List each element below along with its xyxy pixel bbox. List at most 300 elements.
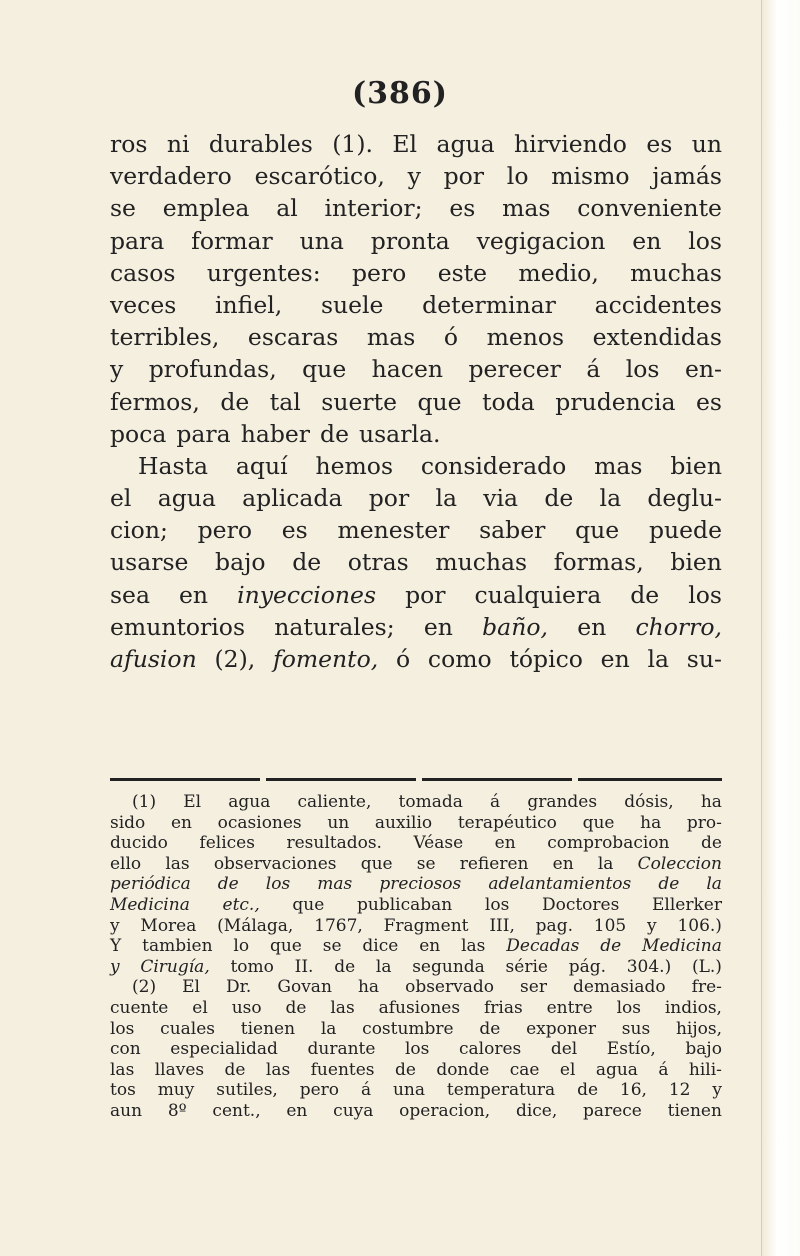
- word: ó: [443, 323, 458, 352]
- word: usarla.: [358, 419, 441, 448]
- word: haber: [240, 419, 311, 448]
- word: y: [647, 915, 657, 936]
- word: de: [577, 1080, 599, 1101]
- word: felices: [199, 833, 255, 854]
- word: escarótico,: [254, 162, 385, 191]
- word: mas: [317, 874, 353, 895]
- word: mas: [594, 451, 643, 480]
- word: 16,: [619, 1080, 647, 1101]
- word: aquí: [235, 451, 288, 480]
- word: determinar: [422, 290, 556, 319]
- word: veces: [110, 290, 177, 319]
- word: que: [302, 355, 347, 384]
- word: bajo: [215, 548, 266, 577]
- word: al: [276, 194, 298, 223]
- word: mas: [502, 194, 551, 223]
- word: tos: [110, 1080, 136, 1101]
- word: lo: [233, 936, 250, 957]
- word: y: [407, 162, 421, 191]
- word: la: [375, 956, 392, 977]
- word: sea: [110, 580, 150, 609]
- word: cent.,: [212, 1100, 261, 1121]
- word: una: [392, 1080, 426, 1101]
- word: Hasta: [138, 451, 209, 480]
- text-line: [110, 418, 722, 450]
- word: agua: [436, 130, 495, 158]
- word: en: [600, 645, 630, 673]
- word: se: [322, 936, 342, 957]
- word: El: [183, 792, 202, 812]
- word: baño,: [482, 612, 548, 641]
- text-line: [110, 514, 722, 546]
- text-line: [110, 482, 722, 514]
- word: sus: [621, 1018, 651, 1039]
- text-line: [110, 225, 722, 257]
- word: de: [224, 1059, 246, 1080]
- word: pronta: [370, 226, 450, 255]
- footnote-line: [110, 813, 722, 834]
- word: considerado: [420, 451, 567, 480]
- word: Doctores: [541, 894, 620, 915]
- word: en: [423, 612, 453, 641]
- word: accidentes: [594, 290, 722, 319]
- word: bien: [670, 451, 722, 480]
- word: y: [110, 355, 124, 384]
- word: publicaban: [357, 894, 453, 915]
- word: II.: [294, 956, 314, 977]
- word: cualquiera: [474, 580, 602, 609]
- word: los: [405, 1039, 430, 1060]
- text-line: [110, 386, 722, 418]
- word: (1).: [332, 130, 373, 158]
- word: en: [286, 1100, 308, 1121]
- word: tienen: [667, 1100, 722, 1121]
- word: es: [646, 130, 673, 158]
- footnote-line: [110, 833, 722, 854]
- word: caliente,: [297, 792, 372, 812]
- word: durante: [307, 1039, 376, 1060]
- footnote-rule: [110, 778, 722, 781]
- text-line: [110, 321, 722, 353]
- word: formar: [191, 226, 273, 255]
- word: su-: [686, 645, 722, 673]
- word: formas,: [553, 548, 644, 577]
- word: agua: [595, 1059, 638, 1080]
- footnotes: [110, 792, 722, 1122]
- word: lo: [506, 162, 529, 191]
- word: de: [292, 548, 322, 577]
- text-line: [110, 257, 722, 289]
- word: donde: [436, 1059, 490, 1080]
- word: ocasiones: [217, 812, 302, 833]
- word: menester: [337, 516, 450, 545]
- word: Cirugía,: [140, 956, 210, 977]
- word: aun: [110, 1100, 143, 1121]
- text-line: [110, 353, 722, 385]
- word: pro-: [686, 812, 722, 833]
- word: Medicina: [642, 936, 722, 957]
- word: las: [461, 936, 486, 957]
- text-line: [110, 546, 722, 578]
- word: urgentes:: [206, 258, 321, 287]
- word: interior;: [324, 194, 423, 223]
- word: suele: [320, 290, 384, 319]
- word: de: [394, 1059, 416, 1080]
- word: pero: [197, 516, 252, 545]
- word: con: [110, 1039, 141, 1060]
- word: Véase: [413, 833, 464, 854]
- word: pero: [352, 258, 407, 287]
- word: etc.,: [222, 894, 260, 915]
- word: cion;: [110, 516, 168, 545]
- word: Govan: [277, 977, 332, 998]
- word: operacion,: [399, 1100, 491, 1121]
- word: que: [575, 516, 620, 545]
- text-line: [110, 192, 722, 224]
- word: en-: [684, 355, 722, 384]
- word: por: [443, 162, 485, 191]
- word: comprobacion: [547, 833, 670, 854]
- word: inyecciones: [237, 580, 377, 609]
- word: emplea: [162, 194, 250, 223]
- word: medio,: [518, 258, 599, 287]
- word: hemos: [315, 451, 394, 480]
- footnote-line: [110, 874, 722, 895]
- word: en: [552, 853, 574, 874]
- word: por: [368, 484, 410, 513]
- word: afusion: [110, 645, 197, 673]
- word: 1767,: [314, 915, 363, 936]
- word: fermos,: [110, 387, 200, 416]
- word: y: [110, 956, 120, 977]
- word: verdadero: [110, 162, 232, 191]
- footnote-line: [110, 854, 722, 875]
- word: el: [110, 484, 132, 513]
- word: Ellerker: [652, 894, 722, 915]
- word: de: [220, 387, 250, 416]
- word: una: [299, 226, 344, 255]
- text-line: [110, 611, 722, 643]
- word: muchas: [435, 548, 528, 577]
- word: temperatura: [446, 1080, 556, 1101]
- word: conveniente: [577, 194, 722, 223]
- word: (1): [132, 792, 157, 812]
- word: el: [559, 1059, 576, 1080]
- word: que: [292, 894, 325, 915]
- word: de: [320, 419, 349, 448]
- word: ó: [396, 645, 411, 673]
- word: mas: [366, 323, 416, 352]
- word: preciosos: [379, 874, 462, 895]
- word: jamás: [652, 162, 722, 191]
- word: naturales;: [274, 612, 395, 641]
- word: muy: [157, 1080, 195, 1101]
- word: los: [616, 997, 641, 1018]
- word: bajo: [685, 1039, 722, 1060]
- word: del: [550, 1039, 578, 1060]
- word: es: [695, 387, 722, 416]
- word: aplicada: [242, 484, 343, 513]
- word: que: [269, 936, 302, 957]
- word: tomada: [398, 792, 463, 812]
- word: ducido: [110, 833, 168, 854]
- word: la: [599, 484, 622, 513]
- word: Decadas: [506, 936, 580, 957]
- word: hili-: [688, 1059, 722, 1080]
- text-line: [110, 128, 722, 160]
- word: ha: [700, 792, 722, 812]
- text-line: [110, 450, 722, 482]
- word: infiel,: [215, 290, 283, 319]
- word: Coleccion: [637, 853, 722, 874]
- word: deglu-: [647, 484, 722, 513]
- word: costumbre: [362, 1018, 454, 1039]
- word: cuales: [160, 1018, 215, 1039]
- word: dice,: [515, 1100, 558, 1121]
- word: en: [419, 936, 441, 957]
- word: se: [416, 853, 436, 874]
- page-edge: [761, 0, 800, 1256]
- word: que: [582, 812, 615, 833]
- word: ha: [357, 977, 380, 998]
- word: la: [647, 645, 670, 673]
- word: ello: [110, 853, 142, 874]
- word: fomento,: [273, 645, 379, 673]
- word: escaras: [247, 323, 339, 352]
- footnote-line: [110, 1080, 722, 1101]
- page-number: (386): [351, 76, 448, 111]
- word: cuya: [333, 1100, 374, 1121]
- footnote-line: [110, 977, 722, 998]
- word: de: [544, 484, 574, 513]
- word: ni: [166, 130, 190, 158]
- word: exponer: [526, 1018, 597, 1039]
- text-line: [110, 289, 722, 321]
- word: en: [577, 612, 607, 641]
- word: perecer: [468, 355, 561, 384]
- word: hacen: [371, 355, 444, 384]
- word: la: [597, 853, 614, 874]
- word: adelantamientos: [488, 874, 632, 895]
- word: de: [334, 956, 356, 977]
- word: los: [484, 894, 510, 915]
- word: hirviendo: [514, 130, 627, 158]
- word: de: [600, 936, 622, 957]
- word: los: [688, 580, 722, 609]
- word: terribles,: [110, 323, 220, 352]
- word: mismo: [551, 162, 630, 191]
- word: las: [265, 1059, 291, 1080]
- word: resultados.: [286, 833, 382, 854]
- word: saber: [479, 516, 546, 545]
- word: poca: [110, 419, 167, 448]
- word: llaves: [154, 1059, 205, 1080]
- word: en: [494, 833, 516, 854]
- word: (Málaga,: [217, 915, 294, 936]
- word: puede: [648, 516, 722, 545]
- word: Dr.: [226, 977, 252, 998]
- word: á: [490, 792, 501, 812]
- word: un: [327, 812, 350, 833]
- word: cuente: [110, 997, 169, 1018]
- footnote-line: [110, 1060, 722, 1081]
- word: emuntorios: [110, 612, 246, 641]
- word: hijos,: [675, 1018, 722, 1039]
- word: pág.: [568, 956, 606, 977]
- text-line: [110, 643, 722, 675]
- footnote-line: [110, 895, 722, 916]
- word: tienen: [240, 1018, 296, 1039]
- word: muchas: [630, 258, 722, 287]
- word: á: [658, 1059, 669, 1080]
- word: Estío,: [606, 1039, 656, 1060]
- word: (L.): [691, 956, 722, 977]
- word: usarse: [110, 548, 189, 577]
- word: y: [110, 915, 120, 936]
- word: 304.): [626, 956, 672, 977]
- word: refieren: [459, 853, 529, 874]
- word: vegigacion: [476, 226, 606, 255]
- word: frias: [484, 997, 523, 1018]
- word: via: [483, 484, 519, 513]
- word: Medicina: [110, 894, 190, 915]
- word: es: [449, 194, 476, 223]
- word: profundas,: [148, 355, 277, 384]
- footnote-line: [110, 1101, 722, 1122]
- footnote-line: [110, 1019, 722, 1040]
- word: afusiones: [378, 997, 461, 1018]
- word: es: [281, 516, 308, 545]
- word: ha: [640, 812, 662, 833]
- word: cae: [509, 1059, 540, 1080]
- word: la: [706, 874, 722, 895]
- word: este: [437, 258, 488, 287]
- word: calores: [458, 1039, 522, 1060]
- word: tal: [269, 387, 301, 416]
- word: ser: [520, 977, 547, 998]
- word: sido: [110, 812, 146, 833]
- word: El: [182, 977, 200, 998]
- word: para: [176, 419, 231, 448]
- footnote-line: [110, 957, 722, 978]
- word: grandes: [527, 792, 598, 812]
- word: 12: [668, 1080, 691, 1101]
- word: los: [625, 355, 660, 384]
- text-line: [110, 160, 722, 192]
- word: prudencia: [555, 387, 676, 416]
- word: 105: [593, 915, 627, 936]
- word: de: [658, 874, 680, 895]
- word: suerte: [321, 387, 397, 416]
- word: extendidas: [592, 323, 722, 352]
- word: Morea: [140, 915, 197, 936]
- word: terapéutico: [457, 812, 557, 833]
- word: pero: [299, 1080, 340, 1101]
- word: para: [110, 226, 165, 255]
- word: las: [110, 1059, 135, 1080]
- word: otras: [347, 548, 409, 577]
- word: agua: [157, 484, 216, 513]
- word: III,: [489, 915, 515, 936]
- word: (2): [132, 977, 157, 998]
- word: en: [170, 812, 192, 833]
- word: de: [217, 874, 239, 895]
- word: uso: [231, 997, 262, 1018]
- word: observado: [405, 977, 494, 998]
- word: las: [330, 997, 355, 1018]
- word: indios,: [664, 997, 722, 1018]
- word: parece: [583, 1100, 642, 1121]
- word: 106.): [677, 915, 722, 936]
- word: de: [700, 833, 722, 854]
- word: menos: [486, 323, 565, 352]
- word: un: [691, 130, 722, 158]
- word: série: [505, 956, 548, 977]
- word: tambien: [142, 936, 213, 957]
- word: los: [265, 874, 291, 895]
- word: Y: [110, 936, 122, 957]
- word: dice: [362, 936, 399, 957]
- word: tópico: [509, 645, 583, 673]
- word: las: [165, 853, 190, 874]
- main-text: [110, 128, 722, 675]
- word: por: [405, 580, 446, 609]
- word: como: [427, 645, 492, 673]
- word: ros: [110, 130, 148, 158]
- word: que: [417, 387, 462, 416]
- word: entre: [546, 997, 593, 1018]
- word: agua: [228, 792, 271, 812]
- word: en: [179, 580, 209, 609]
- word: especialidad: [170, 1039, 278, 1060]
- word: á: [360, 1080, 372, 1101]
- word: toda: [482, 387, 535, 416]
- word: que: [360, 853, 393, 874]
- word: fre-: [691, 977, 722, 998]
- word: de: [285, 997, 307, 1018]
- text-line: [110, 579, 722, 611]
- footnote-line: [110, 916, 722, 937]
- word: á: [586, 355, 601, 384]
- word: de: [630, 580, 660, 609]
- word: fuentes: [310, 1059, 375, 1080]
- footnote-line: [110, 1039, 722, 1060]
- word: de: [479, 1018, 501, 1039]
- word: El: [392, 130, 418, 158]
- word: el: [192, 997, 208, 1018]
- word: en: [632, 226, 662, 255]
- word: periódica: [110, 874, 191, 895]
- word: (2),: [214, 645, 256, 673]
- word: 8º: [167, 1100, 187, 1121]
- word: tomo: [230, 956, 274, 977]
- word: sutiles,: [216, 1080, 278, 1101]
- word: durables: [208, 130, 313, 158]
- word: observaciones: [213, 853, 337, 874]
- word: se: [110, 194, 136, 223]
- word: la: [435, 484, 457, 513]
- word: y: [712, 1080, 722, 1101]
- word: la: [320, 1018, 337, 1039]
- word: chorro,: [635, 612, 722, 641]
- word: casos: [110, 258, 176, 287]
- word: bien: [670, 548, 722, 577]
- word: Fragment: [383, 915, 469, 936]
- word: los: [688, 226, 722, 255]
- footnote-line: [110, 998, 722, 1019]
- footnote-line: [110, 792, 722, 813]
- footnote-line: [110, 936, 722, 957]
